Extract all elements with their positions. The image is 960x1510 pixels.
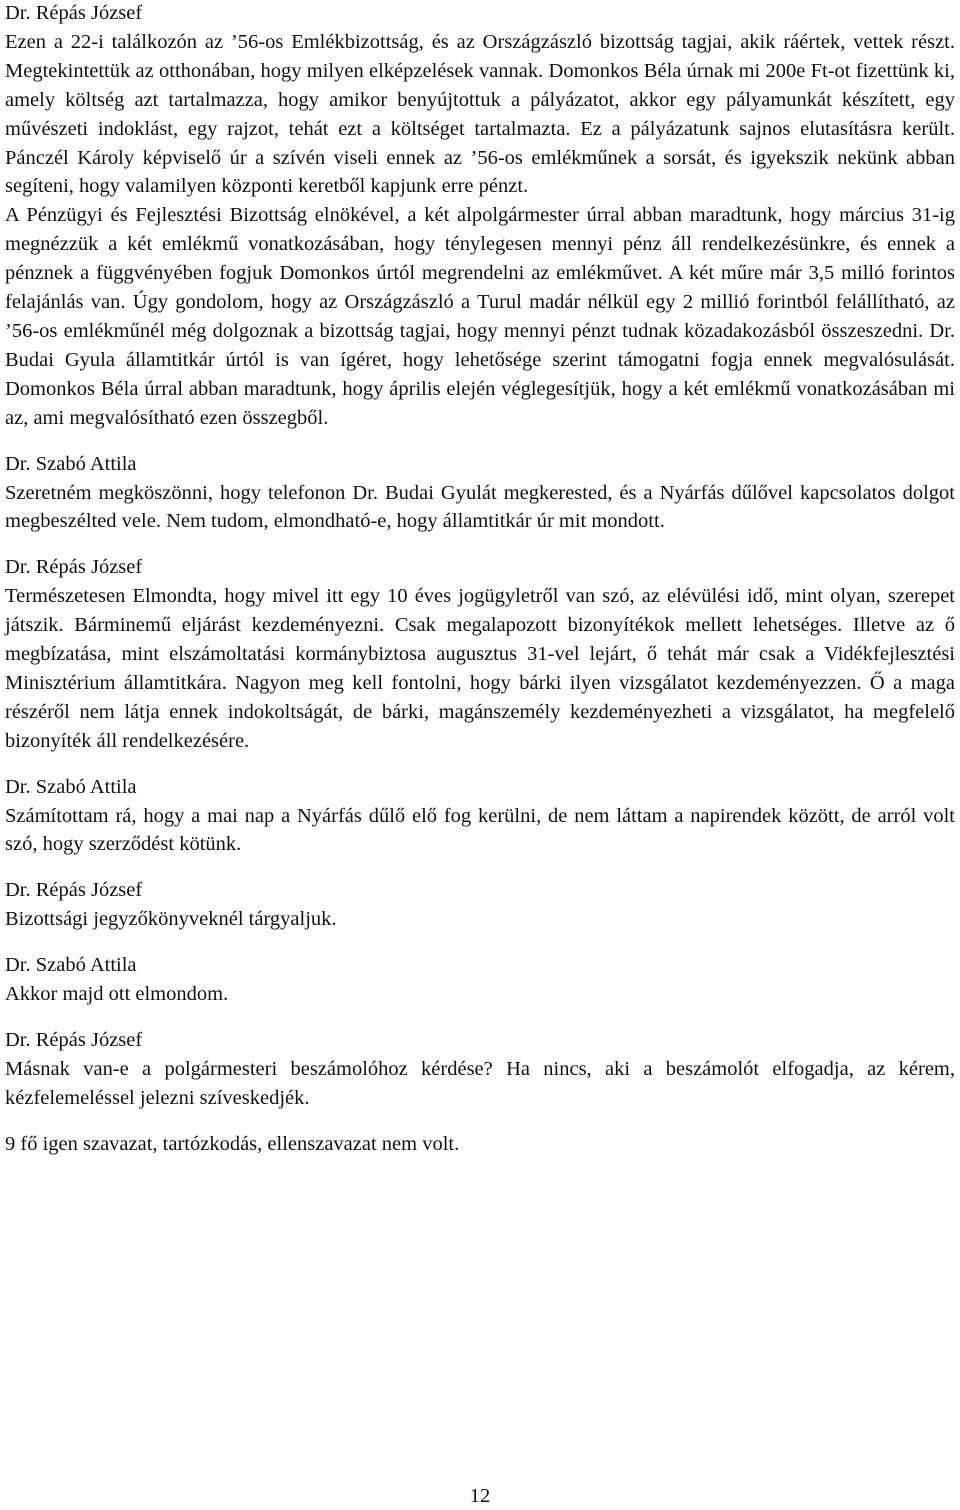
speaker-name: Dr. Répás József: [5, 1029, 143, 1051]
speaker-name: Dr. Szabó Attila: [5, 452, 137, 475]
speech-paragraph: A Pénzügyi és Fejlesztési Bizottság elnökével, a két alpolgármester úrral abban maradtunk, hogy március 31-ig megnézzük a két emlékmű vonatkozásában, hogy ténylegesen mennyi pénz áll rendelkezésünkre, és ennek a pénznek a függvényében fogjuk Domonkos úrtól megrendelni az emlékművet. A két műre már 3,5 milló forintos felajánlás van. Úgy gondolom, hogy az Országzászló a Turul madár nélkül egy 2 millió forintból felállítható, az ’56-os emlékműnél még dolgoznak a bizottság tagjai, hogy mennyi pénzt tudnak közadakozásból összeszedni. Dr. Budai Gyula államtitkár úrtól is van ígéret, hogy lehetősége szerint támogatni fogja ennek megvalósulását. Domonkos Béla úrral abban maradtunk, hogy április elején véglegesítjük, hogy a két emlékmű vonatkozásában mi az, ami megvalósítható ezen összegből.: [5, 204, 955, 429]
speech-paragraph: Természetesen Elmondta, hogy mivel itt egy 10 éves jogügyletről van szó, az elévülési idő, mint olyan, szerepet játszik. Bárminemű eljárást kezdeményezni. Csak megalapozott bizonyítékok mellett lehetséges. Illetve az ő megbízatása, mint elszámoltatási kormánybiztosa augusztus 31-vel lejárt, ő tehát már csak a Vidékfejlesztési Minisztérium államtitkára. Nagyon meg kell fontolni, hogy bárki ilyen vizsgálatot kezdeményezzen. Ő a maga részéről nem látja ennek indokoltságát, de bárki, magánszemély kezdeményezheti a vizsgálatot, ha megfelelő bizonyíték áll rendelkezésére.: [5, 585, 955, 752]
speech-paragraph: Szeretném megköszönni, hogy telefonon Dr. Budai Gyulát megkerested, és a Nyárfás dűlővel kapcsolatos dolgot megbeszélted vele. Nem tudom, elmondható-e, hogy államtitkár úr mit mondott.: [5, 481, 955, 533]
speaker-name: Dr. Szabó Attila: [5, 775, 137, 798]
page-number: 12: [469, 1485, 491, 1507]
speech-block: [5, 0, 955, 433]
speech-block: [5, 876, 955, 934]
vote-result-block: [5, 1130, 955, 1159]
speech-paragraph: Akkor majd ott elmondom.: [5, 983, 229, 1006]
speaker-name: Dr. Répás József: [5, 2, 143, 24]
speech-block: [5, 553, 955, 755]
speech-block: [5, 773, 955, 860]
speech-paragraph: Másnak van-e a polgármesteri beszámolóhoz kérdése? Ha nincs, aki a beszámolót elfogadja, az kérem, kézfelemeléssel jelezni szíveskedjék.: [5, 1057, 955, 1109]
speech-block: [5, 951, 955, 1009]
speech-paragraph: Számítottam rá, hogy a mai nap a Nyárfás dűlő elő fog kerülni, de nem láttam a napirendek között, de arról volt szó, hogy szerződést kötünk.: [5, 804, 955, 856]
speech-paragraph: Ezen a 22-i találkozón az ’56-os Emlékbizottság, és az Országzászló bizottság tagjai, akik ráértek, vettek részt. Megtekintettük az otthonában, hogy milyen elképzelések vannak. Domonkos Béla úrnak mi 200e Ft-ot fizettünk ki, amely költség azt tartalmazza, hogy amikor benyújtottuk a pályázatot, akkor egy pályamunkát készített, egy művészeti indoklást, egy rajzot, tehát ezt a költséget tartalmazta. Ez a pályázatunk sajnos elutasításra került. Pánczél Károly képviselő úr a szívén viseli ennek az ’56-os emlékműnek a sorsát, és igyekszik nekünk abban segíteni, hogy valamilyen központi keretből kapjunk erre pénzt.: [5, 30, 955, 198]
speaker-name: Dr. Répás József: [5, 556, 143, 579]
speaker-name: Dr. Répás József: [5, 879, 143, 902]
vote-result-text: 9 fő igen szavazat, tartózkodás, ellenszavazat nem volt.: [5, 1132, 460, 1155]
speech-block: [5, 450, 955, 537]
document-page: [5, 0, 955, 1176]
speech-block: [5, 1026, 955, 1113]
speech-paragraph: Bizottsági jegyzőkönyveknél tárgyaljuk.: [5, 908, 337, 931]
speaker-name: Dr. Szabó Attila: [5, 954, 137, 977]
